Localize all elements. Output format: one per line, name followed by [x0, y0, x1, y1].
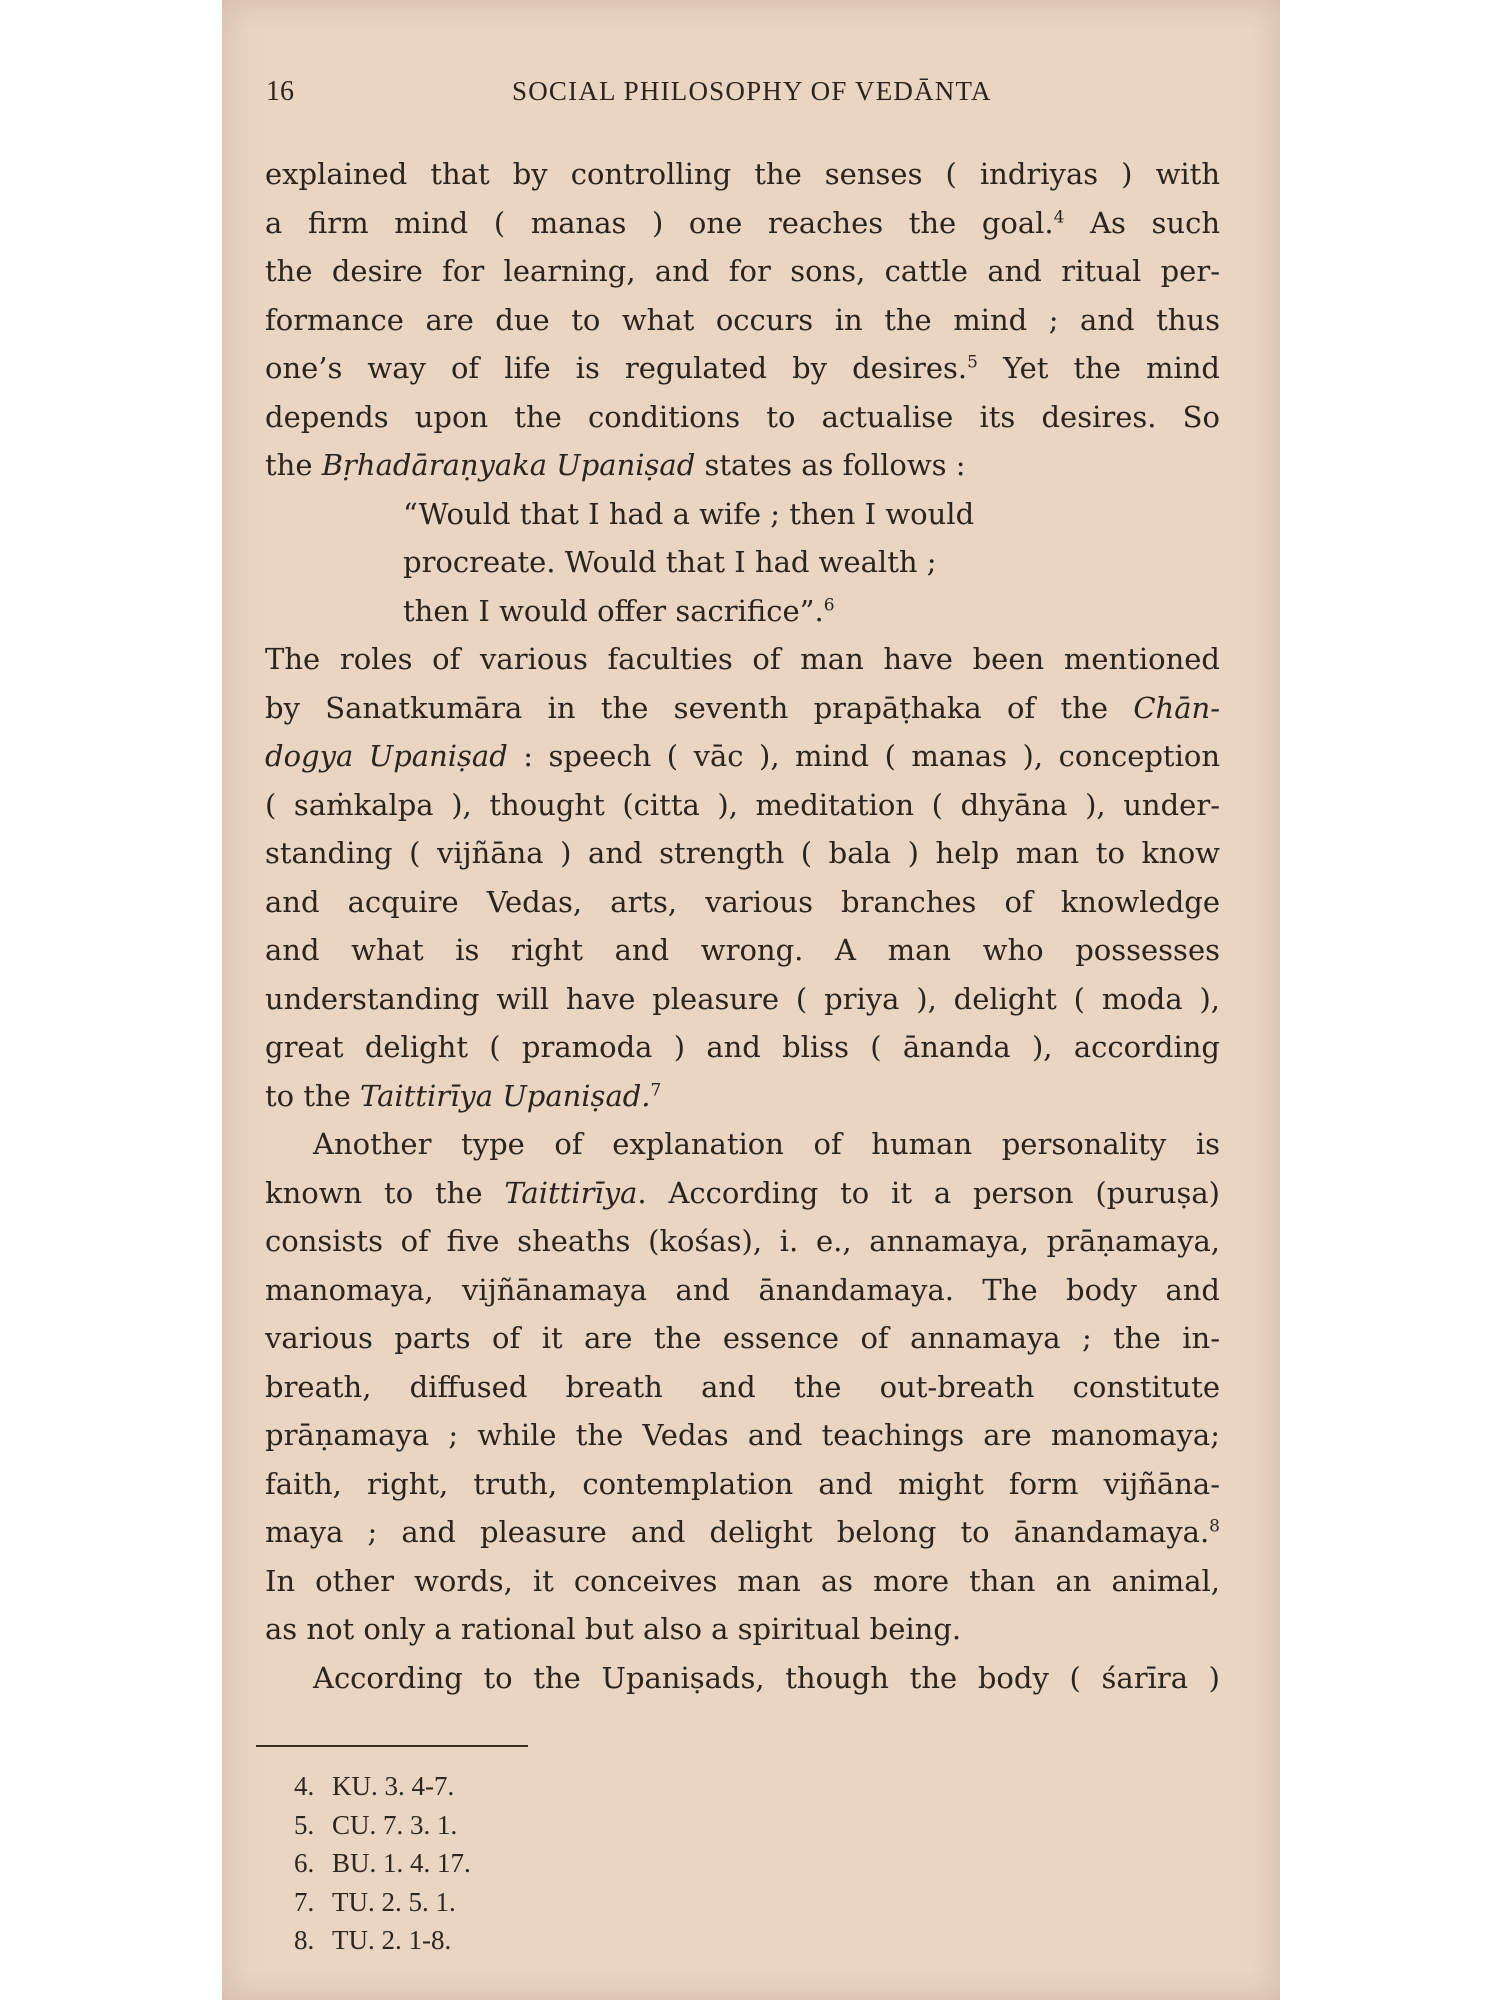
- footnote-text: CU. 7. 3. 1.: [332, 1809, 458, 1840]
- footnote-number: 4.: [294, 1771, 315, 1801]
- running-head: [266, 76, 1264, 120]
- text-line: a firm mind ( manas ) one reaches the goal.$^4$ As such: [265, 205, 1220, 240]
- text-line: prāṇamaya ; while the Vedas and teachings are manomaya;: [265, 1418, 1220, 1452]
- text-line: by Sanatkumāra in the seventh prapāṭhaka of the Chān-: [265, 690, 1220, 725]
- text-line: ( saṁkalpa ), thought (citta ), meditation ( dhyāna ), under-: [265, 787, 1220, 822]
- text-line: depends upon the conditions to actualise its desires. So: [265, 399, 1220, 434]
- text-line: and what is right and wrong. A man who possesses: [265, 933, 1220, 967]
- footnote-text: TU. 2. 1-8.: [332, 1925, 452, 1955]
- text-line: to the Taittirīya Upaniṣad.$^7$: [265, 1078, 662, 1113]
- text-line: understanding will have pleasure ( priya ), delight ( moda ),: [265, 981, 1220, 1016]
- footnote-ref: 4: [1053, 206, 1065, 227]
- quote-line: procreate. Would that I had wealth ;: [403, 545, 937, 579]
- footnote-number: 5.: [294, 1809, 315, 1840]
- quote-line: then I would offer sacrifice”.$^6$: [403, 593, 835, 628]
- footnote-text: BU. 1. 4. 17.: [332, 1848, 471, 1878]
- text-line: known to the Taittirīya. According to it a person (puruṣa): [265, 1175, 1220, 1210]
- footnote-number: 6.: [294, 1848, 315, 1878]
- text-line: the desire for learning, and for sons, cattle and ritual per-: [265, 254, 1220, 288]
- footnote-rule: [256, 1745, 528, 1747]
- page-number: 16: [266, 76, 294, 107]
- text-line: consists of five sheaths (kośas), i. e., annamaya, prāṇamaya,: [265, 1224, 1220, 1258]
- text-line: faith, right, truth, contemplation and might form vijñāna-: [265, 1466, 1220, 1501]
- work-title: Taittirīya Upaniṣad.: [360, 1078, 651, 1113]
- text-line: breath, diffused breath and the out-breath constitute: [265, 1369, 1220, 1404]
- work-title: Taittirīya: [504, 1175, 638, 1210]
- text-line: formance are due to what occurs in the mind ; and thus: [265, 302, 1220, 337]
- footnote-ref: 6: [823, 594, 835, 615]
- footnote: [294, 1806, 471, 1845]
- running-title: SOCIAL PHILOSOPHY OF VEDĀNTA: [512, 76, 992, 106]
- work-title: Bṛhadāraṇyaka Upaniṣad: [321, 448, 696, 482]
- text-line: explained that by controlling the senses ( indriyas ) with: [265, 157, 1220, 191]
- work-title: Chān-: [1133, 690, 1220, 725]
- footnote: [294, 1883, 471, 1922]
- text-line: one’s way of life is regulated by desires.$^5$ Yet the mind: [265, 351, 1220, 385]
- footnote: [294, 1844, 471, 1883]
- text-line: various parts of it are the essence of annamaya ; the in-: [265, 1321, 1220, 1355]
- text-line: standing ( vijñāna ) and strength ( bala ) help man to know: [265, 836, 1220, 870]
- body-text: [265, 150, 1220, 1702]
- text-line: manomaya, vijñānamaya and ānandamaya. The body and: [265, 1272, 1220, 1307]
- quote-line: “Would that I had a wife ; then I would: [403, 496, 975, 531]
- footnote: [294, 1921, 471, 1960]
- text-line: and acquire Vedas, arts, various branches of knowledge: [265, 884, 1220, 919]
- text-line: maya ; and pleasure and delight belong to ānandamaya.$^8$: [265, 1515, 1220, 1549]
- work-title: dogya Upaniṣad: [265, 739, 508, 773]
- footnote-ref: 8: [1209, 1516, 1220, 1537]
- text-line: as not only a rational but also a spiritual being.: [265, 1612, 962, 1646]
- text-line: In other words, it conceives man as more than an animal,: [265, 1563, 1220, 1598]
- footnote-ref: 5: [967, 352, 978, 373]
- text-line: the Bṛhadāraṇyaka Upaniṣad states as follows :: [265, 448, 966, 482]
- text-line: According to the Upaniṣads, though the body ( śarīra ): [313, 1660, 1220, 1695]
- footnote-text: TU. 2. 5. 1.: [332, 1886, 456, 1917]
- footnotes: [294, 1767, 471, 1960]
- footnote: [294, 1767, 471, 1806]
- text-line: Another type of explanation of human personality is: [313, 1127, 1220, 1161]
- footnote-number: 8.: [294, 1925, 315, 1955]
- footnote-ref: 7: [650, 1079, 662, 1100]
- text-line: dogya Upaniṣad : speech ( vāc ), mind ( manas ), conception: [265, 739, 1220, 773]
- footnote-text: KU. 3. 4-7.: [332, 1771, 455, 1801]
- footnote-number: 7.: [294, 1886, 315, 1917]
- text-line: The roles of various faculties of man have been mentioned: [265, 642, 1220, 676]
- text-line: great delight ( pramoda ) and bliss ( ānanda ), according: [265, 1030, 1220, 1064]
- book-page: [222, 0, 1280, 2000]
